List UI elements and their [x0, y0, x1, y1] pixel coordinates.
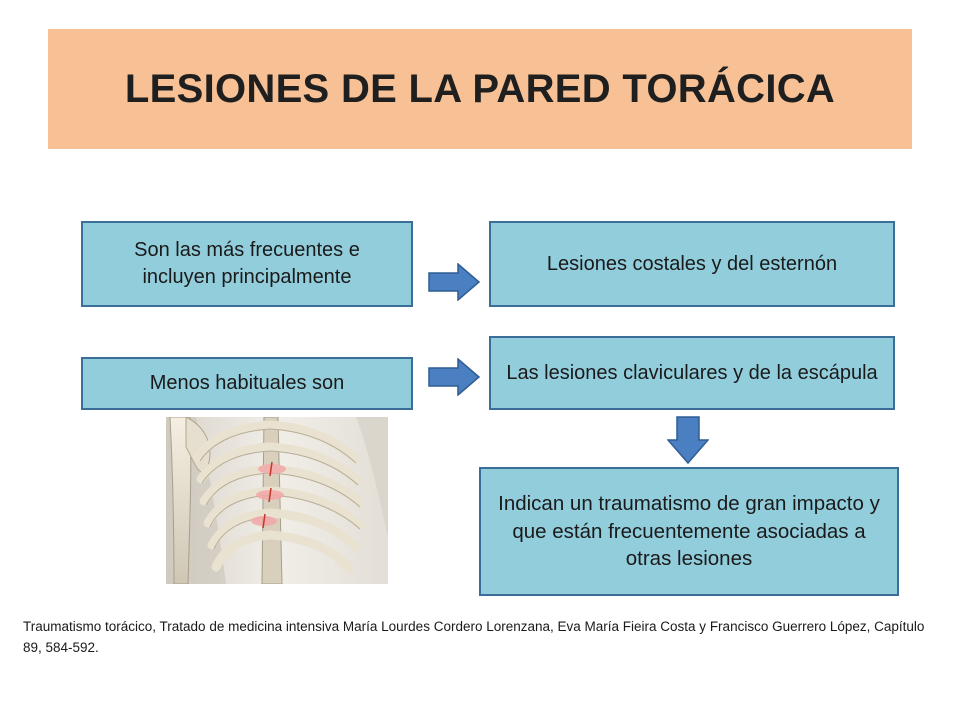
title-banner: [48, 29, 912, 149]
box-costal: [489, 221, 895, 307]
arrow-right-icon: [428, 263, 480, 301]
box-clavicular: [489, 336, 895, 410]
box-less-common-text: Menos habituales son: [149, 372, 345, 394]
box-frequent-text: Son las más frecuentes e incluyen principalmente: [134, 239, 360, 288]
box-indicate: [479, 467, 899, 596]
page-title: LESIONES DE LA PARED TORÁCICA: [124, 66, 836, 111]
box-indicate-text: Indican un traumatismo de gran impacto y que están frecuentemente asociadas a otras lesiones: [498, 491, 880, 571]
box-less-common: [81, 357, 413, 410]
citation: Traumatismo torácico, Tratado de medicina intensiva María Lourdes Cordero Lorenzana, Eva María Fieira Costa y Francisco Guerrero López, Capítulo 89, 584-592.: [23, 619, 925, 655]
arrow-down-icon: [667, 416, 709, 464]
box-costal-text: Lesiones costales y del esternón: [546, 252, 838, 275]
box-frequent: [81, 221, 413, 307]
box-clavicular-text: Las lesiones claviculares y de la escápula: [506, 361, 878, 384]
arrow-right-icon: [428, 358, 480, 396]
rib-cage-fracture-illustration: [166, 417, 388, 584]
